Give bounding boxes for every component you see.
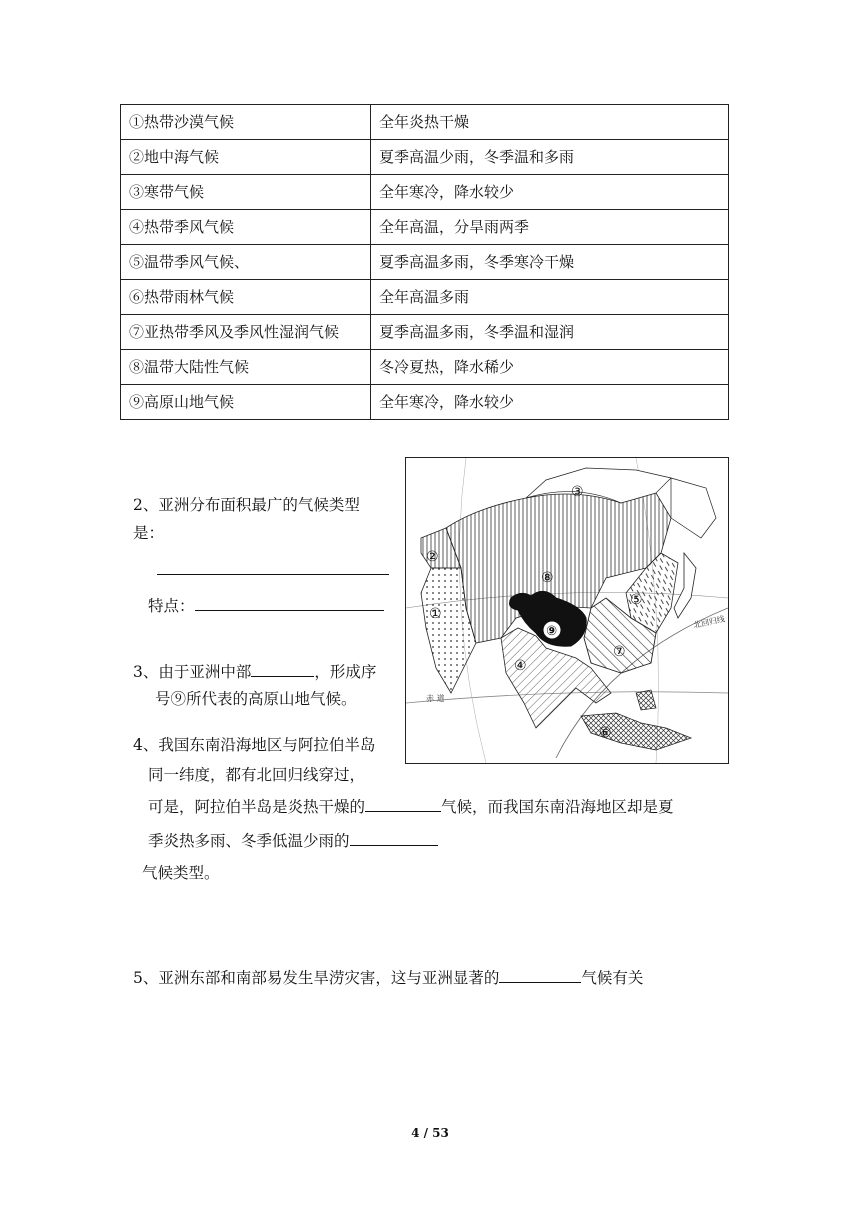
- climate-type-cell: ③寒带气候: [121, 175, 371, 210]
- climate-type-cell: ⑧温带大陆性气候: [121, 350, 371, 385]
- climate-feature-cell: 全年寒冷，降水较少: [371, 385, 729, 420]
- climate-feature-cell: 冬冷夏热，降水稀少: [371, 350, 729, 385]
- table-row: [121, 210, 729, 245]
- question-4-line4: 季炎热多雨、冬季低温少雨的: [148, 827, 438, 854]
- label-4: ④: [514, 658, 527, 674]
- climate-feature-cell: 夏季高温多雨，冬季寒冷干燥: [371, 245, 729, 280]
- q5-blank[interactable]: [499, 964, 581, 983]
- climate-table: [120, 104, 729, 420]
- label-6: ⑥: [599, 725, 612, 741]
- climate-type-cell: ⑥热带雨林气候: [121, 280, 371, 315]
- climate-feature-cell: 全年寒冷，降水较少: [371, 175, 729, 210]
- q3-blank[interactable]: [251, 658, 314, 677]
- climate-feature-cell: 全年炎热干燥: [371, 105, 729, 140]
- climate-feature-cell: 全年高温多雨: [371, 280, 729, 315]
- label-7: ⑦: [613, 644, 626, 660]
- question-4-line5: 气候类型。: [142, 864, 220, 882]
- label-3: ③: [571, 484, 584, 500]
- table-row: [121, 350, 729, 385]
- climate-type-cell: ④热带季风气候: [121, 210, 371, 245]
- asia-climate-map: [405, 457, 729, 764]
- table-row: [121, 105, 729, 140]
- climate-feature-cell: 夏季高温少雨，冬季温和多雨: [371, 140, 729, 175]
- map-svg: [406, 458, 728, 763]
- question-3: 3、由于亚洲中部 ，形成序: [133, 658, 376, 685]
- climate-type-cell: ②地中海气候: [121, 140, 371, 175]
- question-2-answer-blank[interactable]: [157, 556, 389, 583]
- table-row: [121, 140, 729, 175]
- question-2: [133, 492, 360, 518]
- question-4-line3: 可是，阿拉伯半岛是炎热干燥的 气候，而我国东南沿海地区却是夏: [148, 793, 674, 820]
- label-1: ①: [429, 606, 442, 622]
- label-2: ②: [426, 549, 439, 565]
- question-4: 4、我国东南沿海地区与阿拉伯半岛: [133, 736, 376, 754]
- label-5: ⑤: [630, 592, 643, 608]
- q4-blank-2[interactable]: [350, 827, 438, 846]
- climate-type-cell: ①热带沙漠气候: [121, 105, 371, 140]
- page-number: 4 / 53: [411, 1126, 449, 1140]
- question-3-line2: 号⑨所代表的高原山地气候。: [155, 690, 357, 708]
- climate-type-cell: ⑦亚热带季风及季风性湿润气候: [121, 315, 371, 350]
- table-row: [121, 315, 729, 350]
- q4-blank-1[interactable]: [365, 793, 441, 812]
- climate-type-cell: ⑨高原山地气候: [121, 385, 371, 420]
- climate-feature-cell: 夏季高温多雨，冬季温和湿润: [371, 315, 729, 350]
- tropic-label: 北回归线: [692, 614, 726, 630]
- question-5: 5、亚洲东部和南部易发生旱涝灾害，这与亚洲显著的 气候有关: [133, 964, 643, 991]
- question-4-line2: 同一纬度，都有北回归线穿过，: [148, 766, 366, 784]
- table-row: [121, 280, 729, 315]
- question-2-line2: 是：: [133, 524, 165, 542]
- question-2-feature: 特点：: [148, 592, 384, 619]
- table-row: [121, 175, 729, 210]
- table-row: [121, 385, 729, 420]
- climate-feature-cell: 全年高温，分旱雨两季: [371, 210, 729, 245]
- feature-blank[interactable]: [195, 592, 384, 611]
- climate-type-cell: ⑤温带季风气候、: [121, 245, 371, 280]
- label-8: ⑧: [541, 570, 554, 586]
- q2-line1: 2、亚洲分布面积最广的气候类型: [133, 496, 360, 514]
- equator-label: 赤 道: [426, 694, 445, 703]
- table-row: [121, 245, 729, 280]
- label-9: ⑨: [546, 624, 558, 639]
